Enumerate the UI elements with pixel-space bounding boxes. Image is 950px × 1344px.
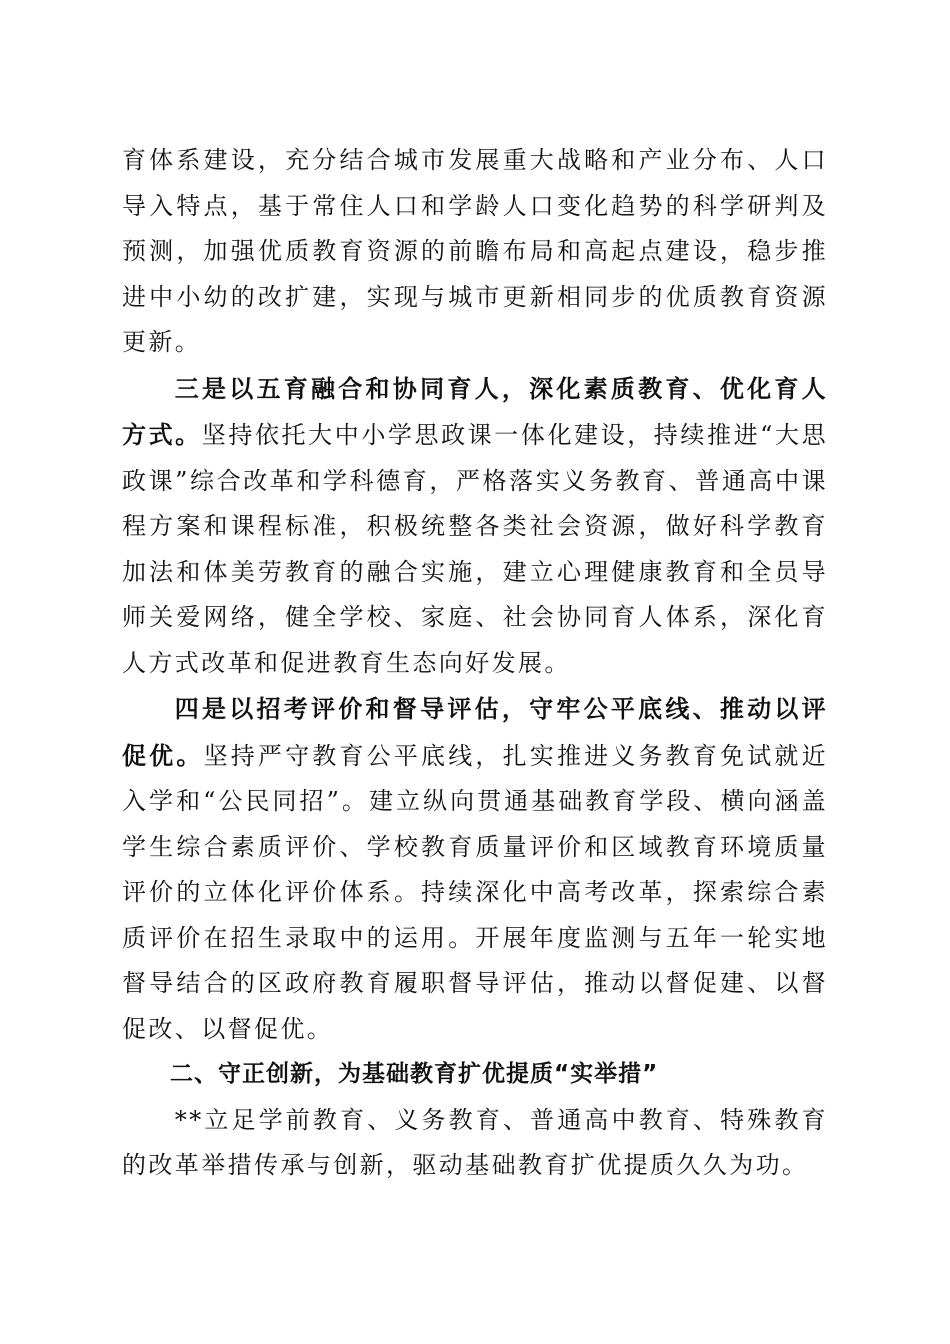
paragraph-lead-four: 四是以招考评价和督导评估，守牢公平底线、推动以评促优。 xyxy=(122,694,828,770)
paragraph-section-intro: **立足学前教育、义务教育、普通高中教育、特殊教育的改革举措传承与创新，驱动基础教育扩优提质久久为功。 xyxy=(122,1105,828,1179)
paragraph-point-three xyxy=(122,366,828,687)
paragraph-continuation: 育体系建设，充分结合城市发展重大战略和产业分布、人口导入特点，基于常住人口和学龄人口变化趋势的科学研判及预测，加强优质教育资源的前瞻布局和高起点建设，稳步推进中小幼的改扩建，实现与城市更新相同步的优质教育资源更新。 xyxy=(122,146,828,356)
document-body xyxy=(122,138,828,1189)
paragraph-point-four xyxy=(122,686,828,1052)
paragraph-body-three: 坚持依托大中小学思政课一体化建设，持续推进“大思政课”综合改革和学科德育，严格落实义务教育、普通高中课程方案和课程标准，积极统整各类社会资源，做好科学教育加法和体美劳教育的融合实施，建立心理健康教育和全员导师关爱网络，健全学校、家庭、社会协同育人体系，深化育人方式改革和促进教育生态向好发展。 xyxy=(122,421,829,677)
paragraph-lead-three: 三是以五育融合和协同育人，深化素质教育、优化育人方式。 xyxy=(122,373,828,449)
section-heading: 二、守正创新，为基础教育扩优提质“实举措” xyxy=(170,1061,659,1087)
paragraph-body-four: 坚持严守教育公平底线，扎实推进义务教育免试就近入学和“公民同招”。建立纵向贯通基础教育学段、横向涵盖学生综合素质评价、学校教育质量评价和区域教育环境质量评价的立体化评价体系。持续深化中高考改革，探索综合素质评价在招生录取中的运用。开展年度监测与五年一轮实地督导结合的区政府教育履职督导评估，推动以督促建、以督促改、以督促优。 xyxy=(122,741,829,1043)
